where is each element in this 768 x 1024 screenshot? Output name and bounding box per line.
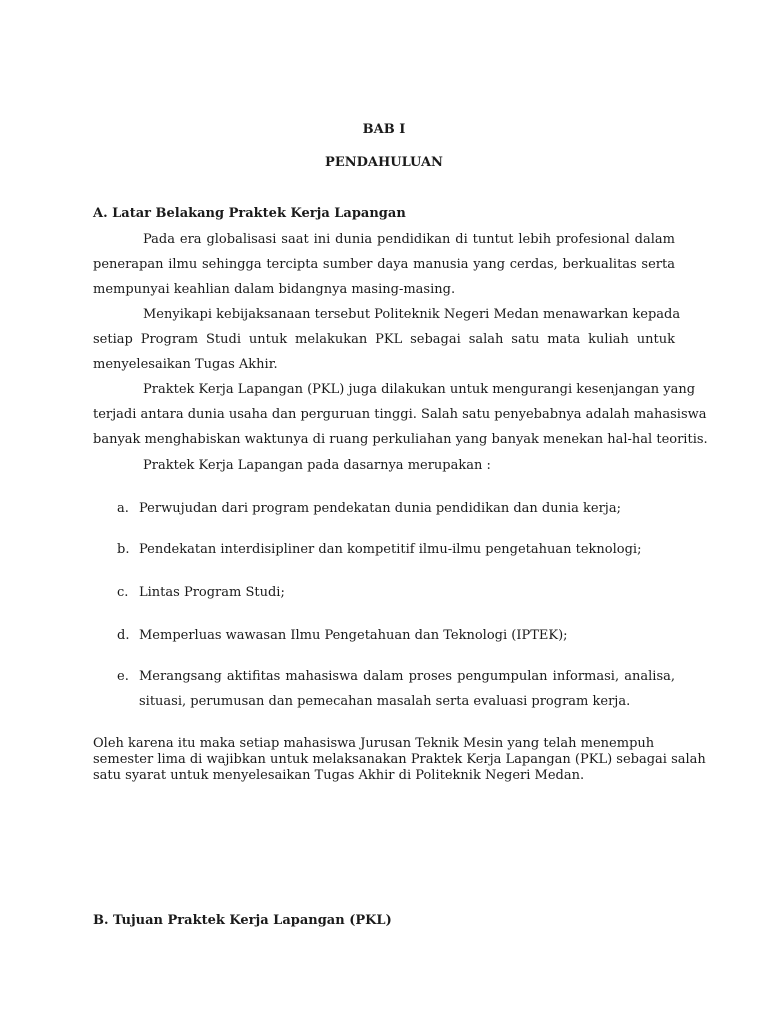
paragraph-line: Praktek Kerja Lapangan (PKL) juga dilakukan untuk mengurangi kesenjangan yang	[143, 382, 696, 397]
closing-paragraph	[93, 736, 706, 784]
list-item-text: Perwujudan dari program pendekatan dunia pendidikan dan dunia kerja;	[139, 501, 621, 516]
list-item-text: Lintas Program Studi;	[139, 585, 285, 600]
document-page	[93, 0, 708, 1024]
paragraph-line: banyak menghabiskan waktunya di ruang perkuliahan yang banyak menekan hal-hal teoritis.	[93, 432, 708, 447]
paragraph-4	[93, 453, 675, 478]
paragraph-line: Pada era globalisasi saat ini dunia pendidikan di tuntut lebih profesional dalam	[143, 232, 675, 247]
paragraph-line: terjadi antara dunia usaha dan perguruan tinggi. Salah satu penyebabnya adalah mahasiswa	[93, 407, 707, 422]
paragraph-line: Oleh karena itu maka setiap mahasiswa Jurusan Teknik Mesin yang telah menempuh	[93, 736, 655, 751]
chapter-number: BAB I	[362, 122, 406, 137]
paragraph-1	[93, 227, 675, 302]
paragraph-line: Praktek Kerja Lapangan pada dasarnya merupakan :	[143, 458, 491, 473]
paragraph-line: mempunyai keahlian dalam bidangnya masing-masing.	[93, 282, 456, 297]
list-marker: e.	[117, 669, 129, 684]
chapter-title: PENDAHULUAN	[325, 155, 443, 170]
list-item-text: Merangsang aktifitas mahasiswa dalam proses pengumpulan informasi, analisa,	[139, 669, 675, 684]
list-marker: b.	[117, 542, 130, 557]
list-item-text: situasi, perumusan dan pemecahan masalah serta evaluasi program kerja.	[139, 694, 631, 709]
paragraph-line: menyelesaikan Tugas Akhir.	[93, 357, 278, 372]
section-b-heading: B. Tujuan Praktek Kerja Lapangan (PKL)	[93, 913, 392, 928]
list-marker: d.	[117, 628, 130, 643]
paragraph-2	[93, 302, 681, 377]
paragraph-line: satu syarat untuk menyelesaikan Tugas Akhir di Politeknik Negeri Medan.	[93, 768, 585, 783]
paragraph-line: penerapan ilmu sehingga tercipta sumber daya manusia yang cerdas, berkualitas serta	[93, 257, 675, 272]
section-a-heading: A. Latar Belakang Praktek Kerja Lapangan	[93, 206, 406, 221]
paragraph-3	[93, 377, 708, 452]
list-marker: a.	[117, 501, 129, 516]
paragraph-line: Menyikapi kebijaksanaan tersebut Politeknik Negeri Medan menawarkan kepada	[143, 307, 681, 322]
list-item-text: Memperluas wawasan Ilmu Pengetahuan dan Teknologi (IPTEK);	[139, 628, 568, 643]
paragraph-line: setiap Program Studi untuk melakukan PKL sebagai salah satu mata kuliah untuk	[93, 332, 675, 347]
list-marker: c.	[117, 585, 129, 600]
list-item-text: Pendekatan interdisipliner dan kompetitif ilmu-ilmu pengetahuan teknologi;	[139, 542, 642, 557]
paragraph-line: semester lima di wajibkan untuk melaksanakan Praktek Kerja Lapangan (PKL) sebagai salah	[93, 752, 706, 767]
